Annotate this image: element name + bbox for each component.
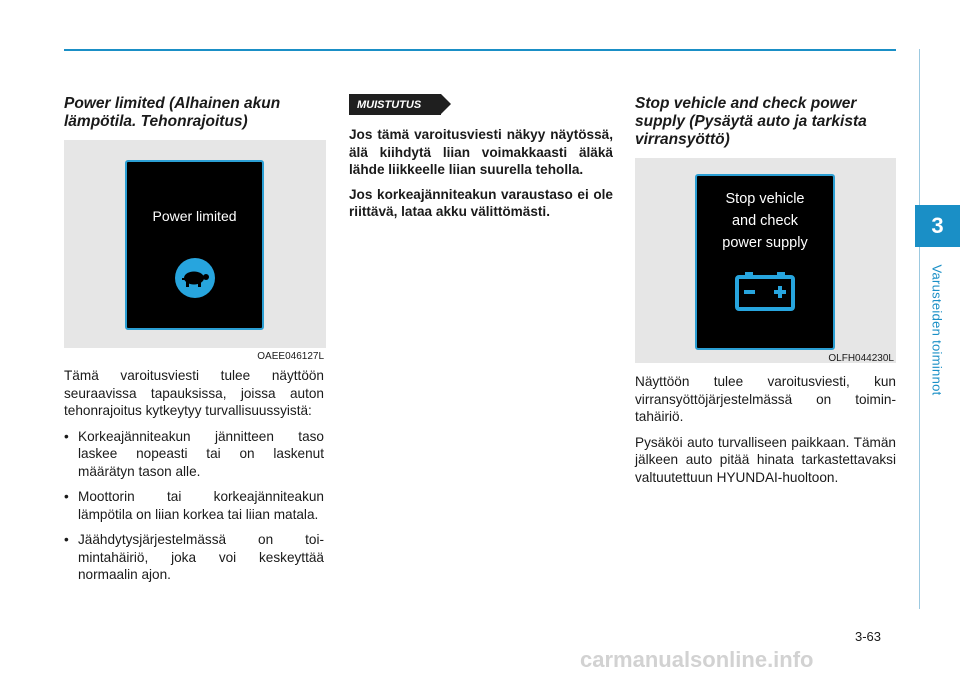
note-badge: MUISTUTUS	[349, 94, 441, 115]
list-item: • Korkeajänniteakun jännitteen taso laskee nopeasti tai on laskenut määrätyn tason alle.	[64, 428, 324, 481]
header-rule	[64, 49, 896, 51]
display-message	[697, 188, 833, 254]
chapter-number-tab[interactable]	[915, 205, 960, 247]
body-paragraph: Pysäköi auto turvalliseen paikkaan. Tämän jälkeen auto pitää hinata tarkastettavaksi valtuutettuun HYUNDAI-huoltoon.	[635, 434, 896, 485]
page-number: 3-63	[855, 629, 882, 644]
chapter-number: 3	[931, 213, 944, 238]
display-line: and check	[731, 213, 799, 229]
intro-paragraph: Tämä varoitusviesti tulee näyttöön seuraavissa tapauksissa, joissa auton tehonrajoitus kytkeytyy turvallisuussyistä:	[64, 368, 324, 418]
side-rule	[919, 49, 920, 609]
cluster-display-power-limited	[125, 160, 264, 330]
turtle-icon	[127, 256, 262, 305]
note-body	[349, 126, 613, 228]
section-body-power-limited	[64, 367, 324, 584]
figure-code: OLFH044230L	[828, 353, 894, 364]
body-paragraph: Näyttöön tulee varoitusviesti, kun virransyöttöjärjestelmässä on toimintahäiriö.	[635, 374, 896, 424]
display-line: power supply	[722, 235, 808, 251]
display-text: Power limited	[152, 208, 237, 224]
note-paragraph: Jos korkeajänniteakun varaustaso ei ole riittävä, lataa akku välittömästi.	[349, 186, 613, 219]
figure-power-limited	[64, 140, 326, 362]
display-line: Stop vehicle	[725, 191, 805, 207]
watermark: carmanualsonline.info	[580, 647, 814, 672]
section-heading-power-limited: Power limited (Alhainen akun lämpötila. Tehonrajoitus)	[64, 95, 281, 130]
list-item: • Jäähdytysjärjestelmässä on toimintahäiriö, joka voi keskeyttää normaalin ajon.	[64, 531, 324, 584]
section-heading-stop-vehicle: Stop vehicle and check power supply (Pysäytä auto ja tarkista virransyöttö)	[635, 95, 867, 148]
list-item: • Moottorin tai korkeajänniteakun lämpötila on liian korkea tai liian matala.	[64, 488, 324, 523]
section-body-stop-vehicle	[635, 373, 896, 486]
cluster-display-stop-vehicle	[695, 174, 835, 350]
figure-code: OAEE046127L	[257, 351, 324, 362]
figure-stop-vehicle	[635, 158, 896, 363]
battery-icon	[697, 270, 833, 317]
note-paragraph: Jos tämä varoitusviesti näkyy näytössä, älä kiihdytä liian voimakkaasti äläkä lähde liikkeelle liian suurella teholla.	[349, 127, 613, 177]
chapter-title: Varusteiden toiminnot	[929, 264, 945, 396]
condition-list	[64, 428, 324, 584]
